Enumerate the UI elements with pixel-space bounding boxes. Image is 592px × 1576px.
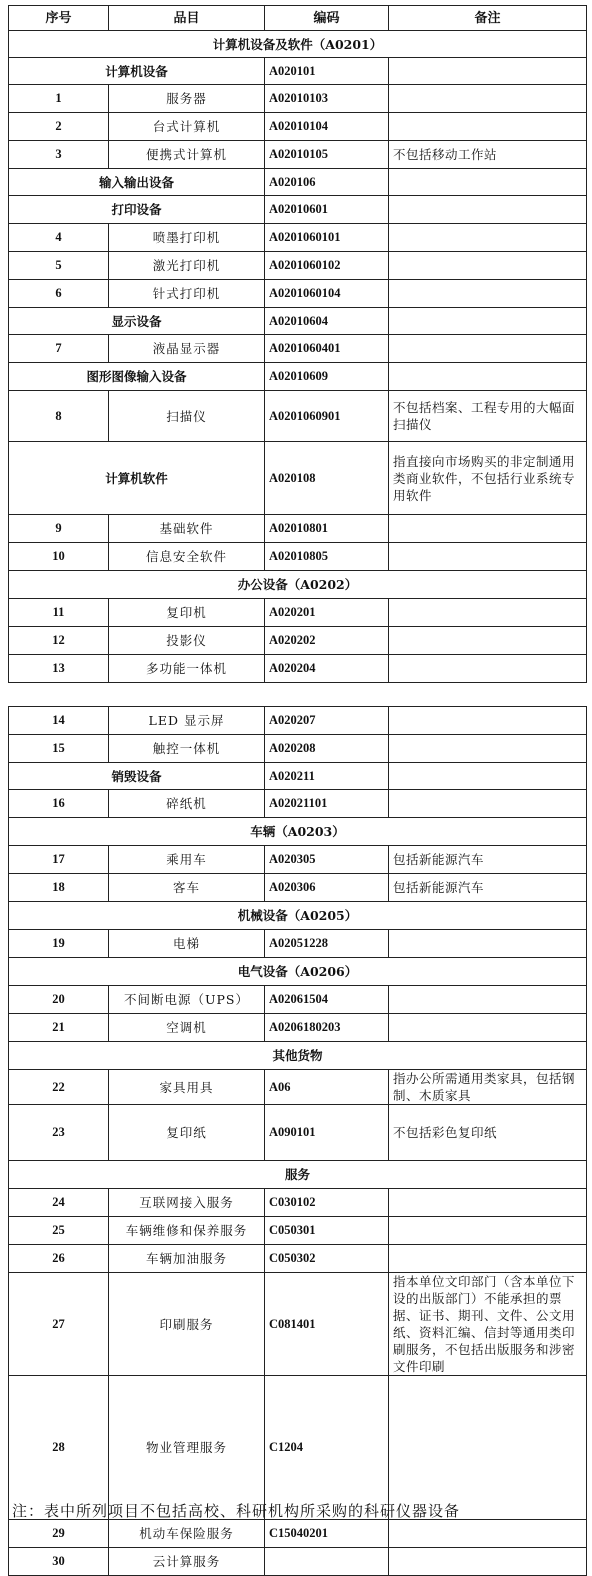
item-name: 复印机 xyxy=(109,599,265,627)
item-name: 多功能一体机 xyxy=(109,655,265,683)
item-note xyxy=(389,1189,587,1217)
table-body-2 xyxy=(9,707,587,1576)
table-row xyxy=(9,141,587,169)
table-row xyxy=(9,1070,587,1105)
item-name: 信息安全软件 xyxy=(109,543,265,571)
row-number: 4 xyxy=(9,224,109,252)
item-note xyxy=(389,113,587,141)
category-row xyxy=(9,902,587,930)
item-note xyxy=(389,169,587,196)
item-note xyxy=(389,735,587,763)
table-row xyxy=(9,1548,587,1576)
table-row xyxy=(9,280,587,308)
table-row xyxy=(9,1217,587,1245)
item-code: A020305 xyxy=(265,846,389,874)
item-name: 便携式计算机 xyxy=(109,141,265,169)
row-number: 11 xyxy=(9,599,109,627)
item-note: 指直接向市场购买的非定制通用类商业软件，不包括行业系统专用软件 xyxy=(389,442,587,515)
item-name: 客车 xyxy=(109,874,265,902)
row-number: 9 xyxy=(9,515,109,543)
category-title: 车辆（A0203） xyxy=(9,818,587,846)
item-note: 指办公所需通用类家具，包括钢制、木质家具 xyxy=(389,1070,587,1105)
category-title: 电气设备（A0206） xyxy=(9,958,587,986)
item-note xyxy=(389,1014,587,1042)
subcategory-name: 打印设备 xyxy=(9,196,265,224)
item-name: 激光打印机 xyxy=(109,252,265,280)
item-note xyxy=(389,1376,587,1520)
item-name: 电梯 xyxy=(109,930,265,958)
table-row xyxy=(9,85,587,113)
item-code: A020101 xyxy=(265,58,389,85)
table-row xyxy=(9,846,587,874)
item-note xyxy=(389,335,587,363)
row-number: 20 xyxy=(9,986,109,1014)
item-note xyxy=(389,1245,587,1273)
item-note xyxy=(389,986,587,1014)
item-name: 复印纸 xyxy=(109,1105,265,1161)
table-row xyxy=(9,627,587,655)
item-code: A0201060102 xyxy=(265,252,389,280)
item-code: A020106 xyxy=(265,169,389,196)
row-number: 13 xyxy=(9,655,109,683)
table-row xyxy=(9,1014,587,1042)
item-name: 车辆加油服务 xyxy=(109,1245,265,1273)
item-name: 互联网接入服务 xyxy=(109,1189,265,1217)
item-name: 空调机 xyxy=(109,1014,265,1042)
row-number: 24 xyxy=(9,1189,109,1217)
table-row xyxy=(9,790,587,818)
row-number: 2 xyxy=(9,113,109,141)
table-row xyxy=(9,1520,587,1548)
item-note xyxy=(389,85,587,113)
item-note xyxy=(389,763,587,790)
item-note xyxy=(389,707,587,735)
row-number: 7 xyxy=(9,335,109,363)
table-row xyxy=(9,113,587,141)
item-name: 液晶显示器 xyxy=(109,335,265,363)
item-note xyxy=(389,280,587,308)
category-row xyxy=(9,571,587,599)
item-code: A06 xyxy=(265,1070,389,1105)
footnote: 注：表中所列项目不包括高校、科研机构所采购的科研仪器设备 xyxy=(12,1502,461,1520)
item-name: 车辆维修和保养服务 xyxy=(109,1217,265,1245)
item-code: A0201060901 xyxy=(265,391,389,442)
row-number: 19 xyxy=(9,930,109,958)
item-name: 碎纸机 xyxy=(109,790,265,818)
item-code: A020211 xyxy=(265,763,389,790)
item-name: 不间断电源（UPS） xyxy=(109,986,265,1014)
item-code: C15040201 xyxy=(265,1520,389,1548)
item-note: 指本单位文印部门（含本单位下设的出版部门）不能承担的票据、证书、期刊、文件、公文用纸、资料汇编、信封等通用类印刷服务，不包括出版服务和涉密文件印刷 xyxy=(389,1273,587,1376)
subcategory-row xyxy=(9,196,587,224)
item-code: A02021101 xyxy=(265,790,389,818)
catalog-table-part-2 xyxy=(8,706,587,1576)
item-note xyxy=(389,363,587,391)
subcategory-name: 图形图像输入设备 xyxy=(9,363,265,391)
item-code: A0201060401 xyxy=(265,335,389,363)
row-number: 18 xyxy=(9,874,109,902)
category-row xyxy=(9,818,587,846)
subcategory-name: 销毁设备 xyxy=(9,763,265,790)
item-code: A02010609 xyxy=(265,363,389,391)
subcategory-row xyxy=(9,169,587,196)
header-item: 品目 xyxy=(109,6,265,31)
subcategory-name: 显示设备 xyxy=(9,308,265,335)
row-number: 23 xyxy=(9,1105,109,1161)
subcategory-row xyxy=(9,58,587,85)
item-code: A02010604 xyxy=(265,308,389,335)
row-number: 22 xyxy=(9,1070,109,1105)
table-row xyxy=(9,874,587,902)
item-note: 不包括彩色复印纸 xyxy=(389,1105,587,1161)
item-name: 针式打印机 xyxy=(109,280,265,308)
item-note xyxy=(389,252,587,280)
table-row xyxy=(9,735,587,763)
table-row xyxy=(9,335,587,363)
item-code: A02010103 xyxy=(265,85,389,113)
item-note xyxy=(389,58,587,85)
subcategory-row xyxy=(9,308,587,335)
subcategory-row xyxy=(9,442,587,515)
item-code: A02010805 xyxy=(265,543,389,571)
item-note xyxy=(389,1548,587,1576)
item-name: 物业管理服务 xyxy=(109,1376,265,1520)
subcategory-row xyxy=(9,763,587,790)
item-code: A020108 xyxy=(265,442,389,515)
category-title: 办公设备（A0202） xyxy=(9,571,587,599)
category-title: 计算机设备及软件（A0201） xyxy=(9,31,587,58)
item-code: A02051228 xyxy=(265,930,389,958)
row-number: 29 xyxy=(9,1520,109,1548)
category-title: 服务 xyxy=(9,1161,587,1189)
item-code: C030102 xyxy=(265,1189,389,1217)
item-code: A020202 xyxy=(265,627,389,655)
item-code: A020208 xyxy=(265,735,389,763)
item-note: 包括新能源汽车 xyxy=(389,874,587,902)
row-number: 30 xyxy=(9,1548,109,1576)
item-note xyxy=(389,515,587,543)
item-code xyxy=(265,1548,389,1576)
table-body-1 xyxy=(9,6,587,683)
item-name: 服务器 xyxy=(109,85,265,113)
row-number: 1 xyxy=(9,85,109,113)
table-row xyxy=(9,543,587,571)
row-number: 12 xyxy=(9,627,109,655)
item-name: 机动车保险服务 xyxy=(109,1520,265,1548)
row-number: 16 xyxy=(9,790,109,818)
row-number: 26 xyxy=(9,1245,109,1273)
item-name: 印刷服务 xyxy=(109,1273,265,1376)
row-number: 21 xyxy=(9,1014,109,1042)
row-number: 8 xyxy=(9,391,109,442)
table-row xyxy=(9,515,587,543)
category-title: 其他货物 xyxy=(9,1042,587,1070)
item-code: A02061504 xyxy=(265,986,389,1014)
table-row xyxy=(9,599,587,627)
item-note xyxy=(389,790,587,818)
item-name: LED 显示屏 xyxy=(109,707,265,735)
subcategory-row xyxy=(9,363,587,391)
row-number: 15 xyxy=(9,735,109,763)
item-code: C1204 xyxy=(265,1376,389,1520)
table-row xyxy=(9,1105,587,1161)
item-note xyxy=(389,196,587,224)
item-note xyxy=(389,627,587,655)
item-note xyxy=(389,655,587,683)
table-row xyxy=(9,707,587,735)
table-row xyxy=(9,986,587,1014)
item-code: A020306 xyxy=(265,874,389,902)
item-name: 乘用车 xyxy=(109,846,265,874)
item-code: A090101 xyxy=(265,1105,389,1161)
item-code: A02010801 xyxy=(265,515,389,543)
header-seq: 序号 xyxy=(9,6,109,31)
header-code: 编码 xyxy=(265,6,389,31)
row-number: 14 xyxy=(9,707,109,735)
item-note xyxy=(389,1217,587,1245)
item-name: 触控一体机 xyxy=(109,735,265,763)
item-code: A0206180203 xyxy=(265,1014,389,1042)
item-name: 喷墨打印机 xyxy=(109,224,265,252)
row-number: 27 xyxy=(9,1273,109,1376)
header-note: 备注 xyxy=(389,6,587,31)
item-note xyxy=(389,930,587,958)
item-note xyxy=(389,1520,587,1548)
row-number: 5 xyxy=(9,252,109,280)
item-code: C050301 xyxy=(265,1217,389,1245)
subcategory-name: 计算机设备 xyxy=(9,58,265,85)
catalog-table-part-1 xyxy=(8,5,587,683)
item-code: C081401 xyxy=(265,1273,389,1376)
row-number: 3 xyxy=(9,141,109,169)
table-row xyxy=(9,224,587,252)
subcategory-name: 计算机软件 xyxy=(9,442,265,515)
table-row xyxy=(9,1273,587,1376)
category-row xyxy=(9,958,587,986)
category-title: 机械设备（A0205） xyxy=(9,902,587,930)
item-code: C050302 xyxy=(265,1245,389,1273)
row-number: 25 xyxy=(9,1217,109,1245)
item-code: A0201060104 xyxy=(265,280,389,308)
item-name: 云计算服务 xyxy=(109,1548,265,1576)
table-row xyxy=(9,1376,587,1520)
table-row xyxy=(9,1245,587,1273)
item-note: 不包括移动工作站 xyxy=(389,141,587,169)
item-code: A020204 xyxy=(265,655,389,683)
item-name: 基础软件 xyxy=(109,515,265,543)
row-number: 6 xyxy=(9,280,109,308)
item-code: A02010105 xyxy=(265,141,389,169)
row-number: 28 xyxy=(9,1376,109,1520)
item-name: 扫描仪 xyxy=(109,391,265,442)
item-note xyxy=(389,543,587,571)
item-name: 家具用具 xyxy=(109,1070,265,1105)
header-row xyxy=(9,6,587,31)
item-name: 台式计算机 xyxy=(109,113,265,141)
table-row xyxy=(9,1189,587,1217)
table-row xyxy=(9,391,587,442)
item-code: A0201060101 xyxy=(265,224,389,252)
row-number: 17 xyxy=(9,846,109,874)
category-row xyxy=(9,31,587,58)
item-code: A02010601 xyxy=(265,196,389,224)
item-note xyxy=(389,308,587,335)
item-code: A020201 xyxy=(265,599,389,627)
item-name: 投影仪 xyxy=(109,627,265,655)
category-row xyxy=(9,1161,587,1189)
item-note xyxy=(389,224,587,252)
table-row xyxy=(9,655,587,683)
item-note xyxy=(389,599,587,627)
table-row xyxy=(9,930,587,958)
item-note: 不包括档案、工程专用的大幅面扫描仪 xyxy=(389,391,587,442)
table-row xyxy=(9,252,587,280)
category-row xyxy=(9,1042,587,1070)
subcategory-name: 输入输出设备 xyxy=(9,169,265,196)
item-note: 包括新能源汽车 xyxy=(389,846,587,874)
row-number: 10 xyxy=(9,543,109,571)
item-code: A020207 xyxy=(265,707,389,735)
item-code: A02010104 xyxy=(265,113,389,141)
